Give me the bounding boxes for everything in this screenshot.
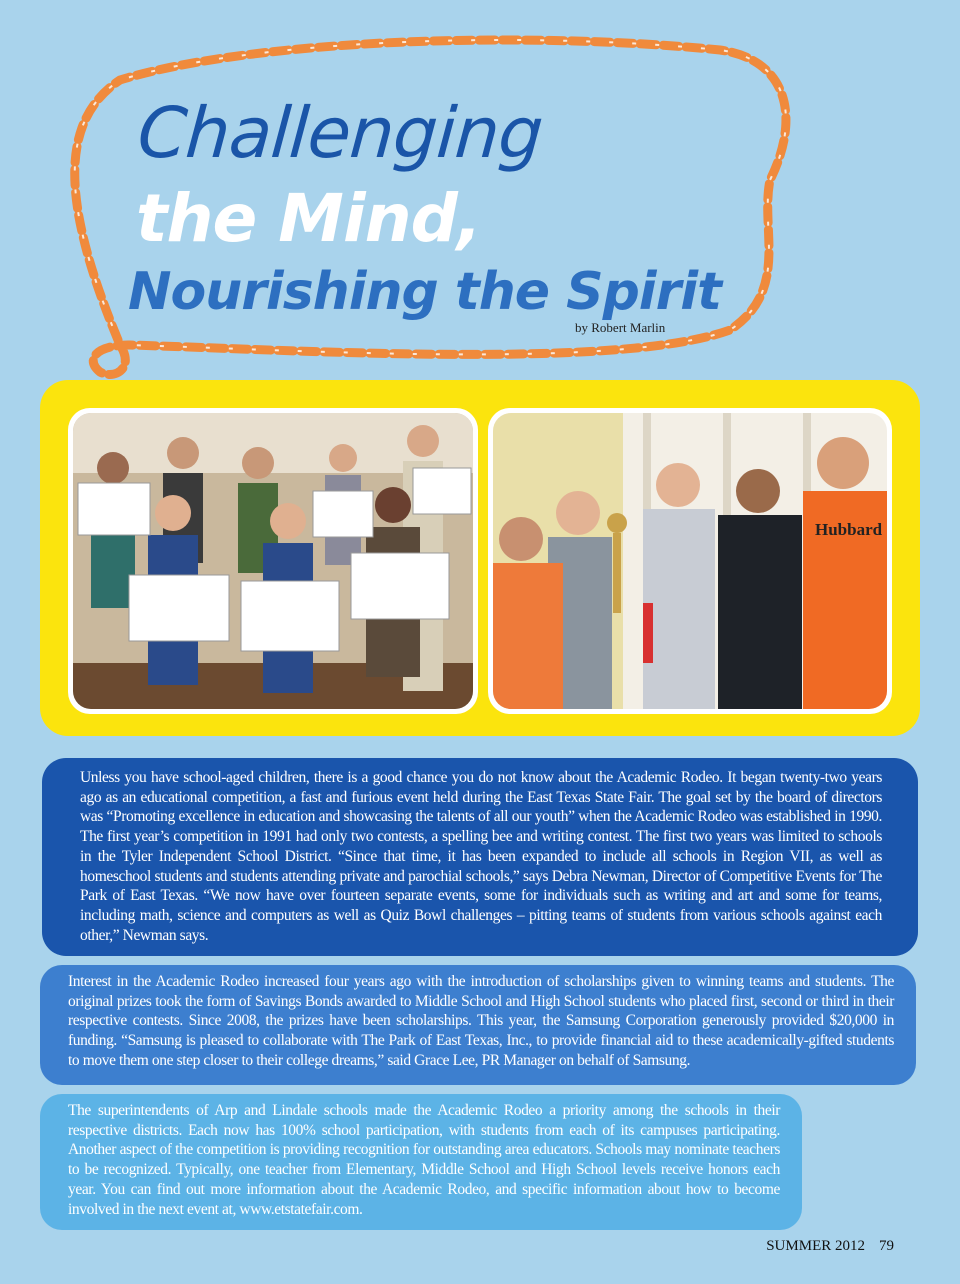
photo-students-certificates [68, 408, 478, 714]
paragraph-2: Interest in the Academic Rodeo increased four years ago with the introduction of scholarships given to winning teams and students. The original prizes took the form of Savings Bonds awarded to Middle School and High School students who placed first, second or third in their respective contests. Since 2008, the prizes have been scholarships. This year, the Samsung Corporation generously provided $20,000 in funding. “Samsung is pleased to collaborate with The Park of East Texas, Inc., to provide financial aid to these academically-gifted students to move them one step closer to their college dreams,” said Grace Lee, PR Manager on behalf of Samsung. [68, 973, 894, 1069]
photo-students-trophy [488, 408, 892, 714]
title-line-1: Challenging [135, 92, 546, 174]
title-line-3: Nourishing the Spirit [128, 262, 721, 322]
paragraph-1-panel [42, 758, 918, 956]
paragraph-2-panel [40, 965, 916, 1085]
paragraph-3: The superintendents of Arp and Lindale schools made the Academic Rodeo a priority among the schools in their respective districts. Each now has 100% school participation, with students from each of its campuses participating. Another aspect of the competition is providing recognition for outstanding area educators. Schools may nominate teachers to be recognized. Typically, one teacher from Elementary, Middle School and High School levels receive honors each year. You can find out more information about the Academic Rodeo, and specific information about how to become involved in the next event at, www.etstatefair.com. [68, 1102, 780, 1218]
paragraph-3-panel [40, 1094, 802, 1230]
shirt-text: Hubbard [815, 520, 883, 539]
title-line-2: the Mind, [136, 180, 481, 257]
issue-label: SUMMER 2012 [766, 1238, 865, 1254]
byline: by Robert Marlin [575, 320, 666, 335]
page-footer [766, 1238, 894, 1255]
page-number: 79 [879, 1238, 894, 1254]
photo-frame [40, 380, 920, 736]
paragraph-1: Unless you have school-aged children, there is a good chance you do not know about the Academic Rodeo. It began twenty-two years ago as an educational competition, a fast and furious event held during the East Texas State Fair. The goal set by the board of directors was “Promoting excellence in education and showcasing the talents of all our youth” when the Academic Rodeo was established in 1990. The first year’s competition in 1991 had only two contests, a spelling bee and writing contest. The first two years was limited to schools in the Tyler Independent School District. “Since that time, it has been expanded to include all schools in Region VII, as well as homeschool students and students attending private and parochial schools,” says Debra Newman, Director of Competitive Events for The Park of East Texas. “We now have over fourteen separate events, some for individuals such as writing and art and some for teams, including math, science and computers as well as Quiz Bowl challenges – pitting teams of students from various schools against each other,” Newman says. [80, 769, 882, 944]
